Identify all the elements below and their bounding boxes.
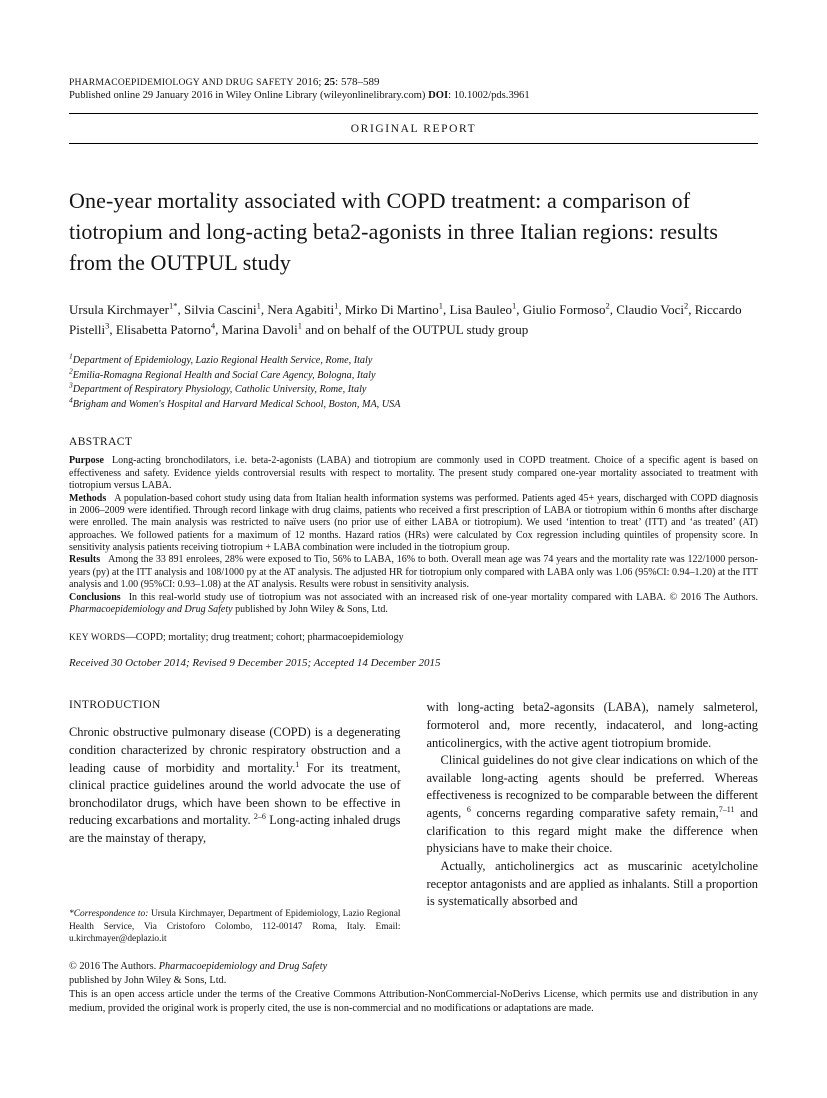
author: Claudio Voci$^2$, [616, 301, 692, 318]
body-paragraph: with long-acting beta2-agonsits (LABA), namely salmeterol, formoterol and, more recently, indacaterol, and long-acting anticolinergics, with the active agent tiotropium bromide. [426, 700, 758, 750]
abstract-heading: ABSTRACT [69, 436, 133, 449]
affiliation-ref: 2 [605, 301, 610, 312]
author: Giulio Formoso$^2$, [522, 301, 613, 318]
author-list [69, 300, 758, 339]
affiliation-ref: 1 [297, 320, 302, 331]
journal-name: PHARMACOEPIDEMIOLOGY AND DRUG SAFETY [69, 77, 294, 88]
author: Marina Davoli$^1$ [221, 320, 302, 337]
article-title: One-year mortality associated with COPD treatment: a comparison of tiotropium and long-acting beta2-agonists in three Italian regions: results from the OUTPUL study [69, 188, 719, 275]
license-text: This is an open access article under the terms of the Creative Commons Attribution-NonCommercial-NoDerivs License, which permits use and distribution in any medium, provided the original work is properly cited, the use is non-commercial and no modifications or adaptations are made. [69, 989, 758, 1014]
right-column [427, 699, 759, 945]
affiliation-ref: 1 [438, 301, 444, 312]
body-paragraph: Actually, anticholinergics act as muscarinic acetylcholine receptor antagonists and are applied as inhalants. Still a proportion is systematically absorbed and [426, 858, 758, 909]
methods-label: Methods [69, 492, 107, 504]
affiliation-ref: 1 [334, 301, 339, 312]
affiliation-number: 4 [69, 395, 73, 405]
page-range: : 578–589 [335, 76, 380, 88]
issue-year: 2016; [293, 76, 325, 88]
keywords-line: KEY WORDS—COPD; mortality; drug treatment; cohort; pharmacoepidemiology [69, 632, 404, 644]
abstract-results: Results Among the 33 891 enrolees, 28% were exposed to Tio, 56% to LABA, 16% to both. Overall mean age was 74 years and the mortality rate was 122/1000 person-years (py) at the ITT analysis and 108/1000 py at the AT analysis. The adjusted HR for tiotropium only compared with LABA only was 1.06 (95%CI: 0.94–1.20) at the ITT analysis and 1.00 (95%CI: 0.93–1.08) at the AT analysis. Results were robust in sensitivity analysis. [69, 554, 758, 591]
doi-value: : 10.1002/pds.3961 [448, 90, 530, 101]
conclusions-label: Conclusions [69, 591, 121, 603]
doi-label: DOI [428, 90, 449, 101]
keywords-label: KEY WORDS [69, 632, 126, 643]
published-online-line [69, 90, 758, 101]
affiliation: $^1$Department of Epidemiology, Lazio Regional Health Service, Rome, Italy [69, 352, 373, 367]
author: Mirko Di Martino$^1$, [344, 301, 447, 318]
author: Elisabetta Patorno$^4$, [115, 320, 219, 337]
report-type-label: ORIGINAL REPORT [350, 123, 477, 135]
affiliation: $^4$Brigham and Women's Hospital and Harvard Medical School, Boston, MA, USA [69, 395, 401, 410]
journal-citation-line [69, 76, 758, 88]
abstract-methods: Methods A population-based cohort study using data from Italian health information systems was performed. Patients aged 45+ years, discharged with COPD diagnosis in 2006–2009 were identified. Through record linkage with drug claims, patients who received a first prescription of LABA or tiotropium within 6 months after discharge were enrolled. The main analysis was restricted to naïve users (no prior use of either LABA or tiotropium). We used ‘intention to treat’ (ITT) and ‘as treated’ (AT) approaches. We followed patients for a maximum of 12 months. Hazard ratios (HRs) were calculated by Cox regression including quintiles of propensity score. In sensitivity analysis patients receiving tiotropium + LABA combination were included in the tiotropium group. [69, 492, 758, 554]
author: Ursula Kirchmayer$^{1*}$, [69, 301, 181, 318]
citation-ref: 6 [466, 804, 471, 814]
affiliation-ref: 3 [105, 320, 110, 331]
correspondence-footnote: *Correspondence to: Ursula Kirchmayer, Department of Epidemiology, Lazio Regional Health Service, Via Cristoforo Colombo, 112-00147 Roma, Italy. Email: u.kirchmayer@deplazio.it [69, 909, 401, 944]
correspondence-label: *Correspondence to: [69, 909, 149, 920]
publisher-line: published by John Wiley & Sons, Ltd. [69, 974, 227, 986]
abstract-conclusions: Conclusions In this real-world study use of tiotropium was not associated with an increased risk of one-year mortality compared with LABA. © 2016 The Authors. Pharmacoepidemiology and Drug Safety published by John Wiley & Sons, Ltd. [69, 591, 758, 616]
affiliation-list [69, 354, 758, 412]
author: Lisa Bauleo$^1$, [449, 301, 520, 318]
journal-title-italic: Pharmacoepidemiology and Drug Safety [69, 604, 233, 616]
citation-ref: 1 [295, 759, 300, 769]
author: Riccardo Pistelli$^3$, [69, 302, 742, 337]
results-label: Results [69, 554, 101, 566]
page-footer [69, 960, 758, 1015]
journal-title-italic: Pharmacoepidemiology and Drug Safety [158, 961, 328, 973]
published-text: Published online 29 January 2016 in Wiley Online Library (wileyonlinelibrary.com) [69, 90, 429, 101]
abstract-purpose: Purpose Long-acting bronchodilators, i.e. beta-2-agonists (LABA) and tiotropium are commonly used in COPD treatment. Choice of a specific agent is based on effectiveness and safety. Evidence yields controversial results with respect to mortality. The present study compared one-year mortality associated to treatment with tiotropium versus LABA. [69, 455, 758, 492]
article-body-columns [69, 699, 758, 945]
purpose-label: Purpose [69, 455, 104, 467]
affiliation-number: 3 [69, 380, 73, 390]
affiliation: $^3$Department of Respiratory Physiology, Catholic University, Rome, Italy [69, 380, 367, 396]
left-column [69, 699, 401, 945]
affiliation-ref: 1 [512, 301, 517, 312]
page-header [69, 76, 758, 144]
introduction-heading: INTRODUCTION [69, 699, 161, 712]
affiliation-ref: 1 [256, 301, 261, 312]
citation-ref: 7–11 [718, 804, 735, 814]
affiliation-ref: 1* [169, 301, 178, 312]
author: Nera Agabiti$^1$, [267, 301, 342, 318]
affiliation-ref: 4 [210, 320, 216, 331]
introduction-paragraph: Chronic obstructive pulmonary disease (COPD) is a degenerating condition characterized by chronic respiratory obstruction and a leading cause of morbidity and mortality.$^1$ For its treatment, clinical practice guidelines around the world advocate the use of bronchodilator drugs, which have been shown to be effective in reducing excarbations and mortality. $^{2-6}$ Long-acting inhaled drugs are the mainstay of therapy, [69, 725, 401, 846]
author: Silvia Cascini$^1$, [184, 301, 265, 318]
volume-number: 25 [324, 76, 336, 88]
affiliation-number: 1 [69, 352, 73, 361]
article-history-line: Received 30 October 2014; Revised 9 December 2015; Accepted 14 December 2015 [69, 657, 441, 670]
affiliation-ref: 2 [684, 301, 689, 312]
affiliation: $^2$Emilia-Romagna Regional Health and Social Care Agency, Bologna, Italy [69, 366, 376, 381]
authors-tail: and on behalf of the OUTPUL study group [305, 321, 529, 337]
affiliation-number: 2 [69, 366, 73, 376]
original-report-banner [69, 113, 758, 144]
copyright-line: © 2016 The Authors. Pharmacoepidemiology and Drug Safety [69, 961, 328, 973]
abstract-section [69, 436, 758, 669]
citation-ref: 2–6 [253, 812, 266, 822]
body-paragraph: Clinical guidelines do not give clear indications on which of the available long-acting agents should be preferred. Whereas effectiveness is recognized to be comparable between the different agents, $^6$ concerns regarding comparative safety remain,$^{7-11}$ and clarification to this regard might make the difference when physicians have to make their choice. [426, 753, 758, 856]
